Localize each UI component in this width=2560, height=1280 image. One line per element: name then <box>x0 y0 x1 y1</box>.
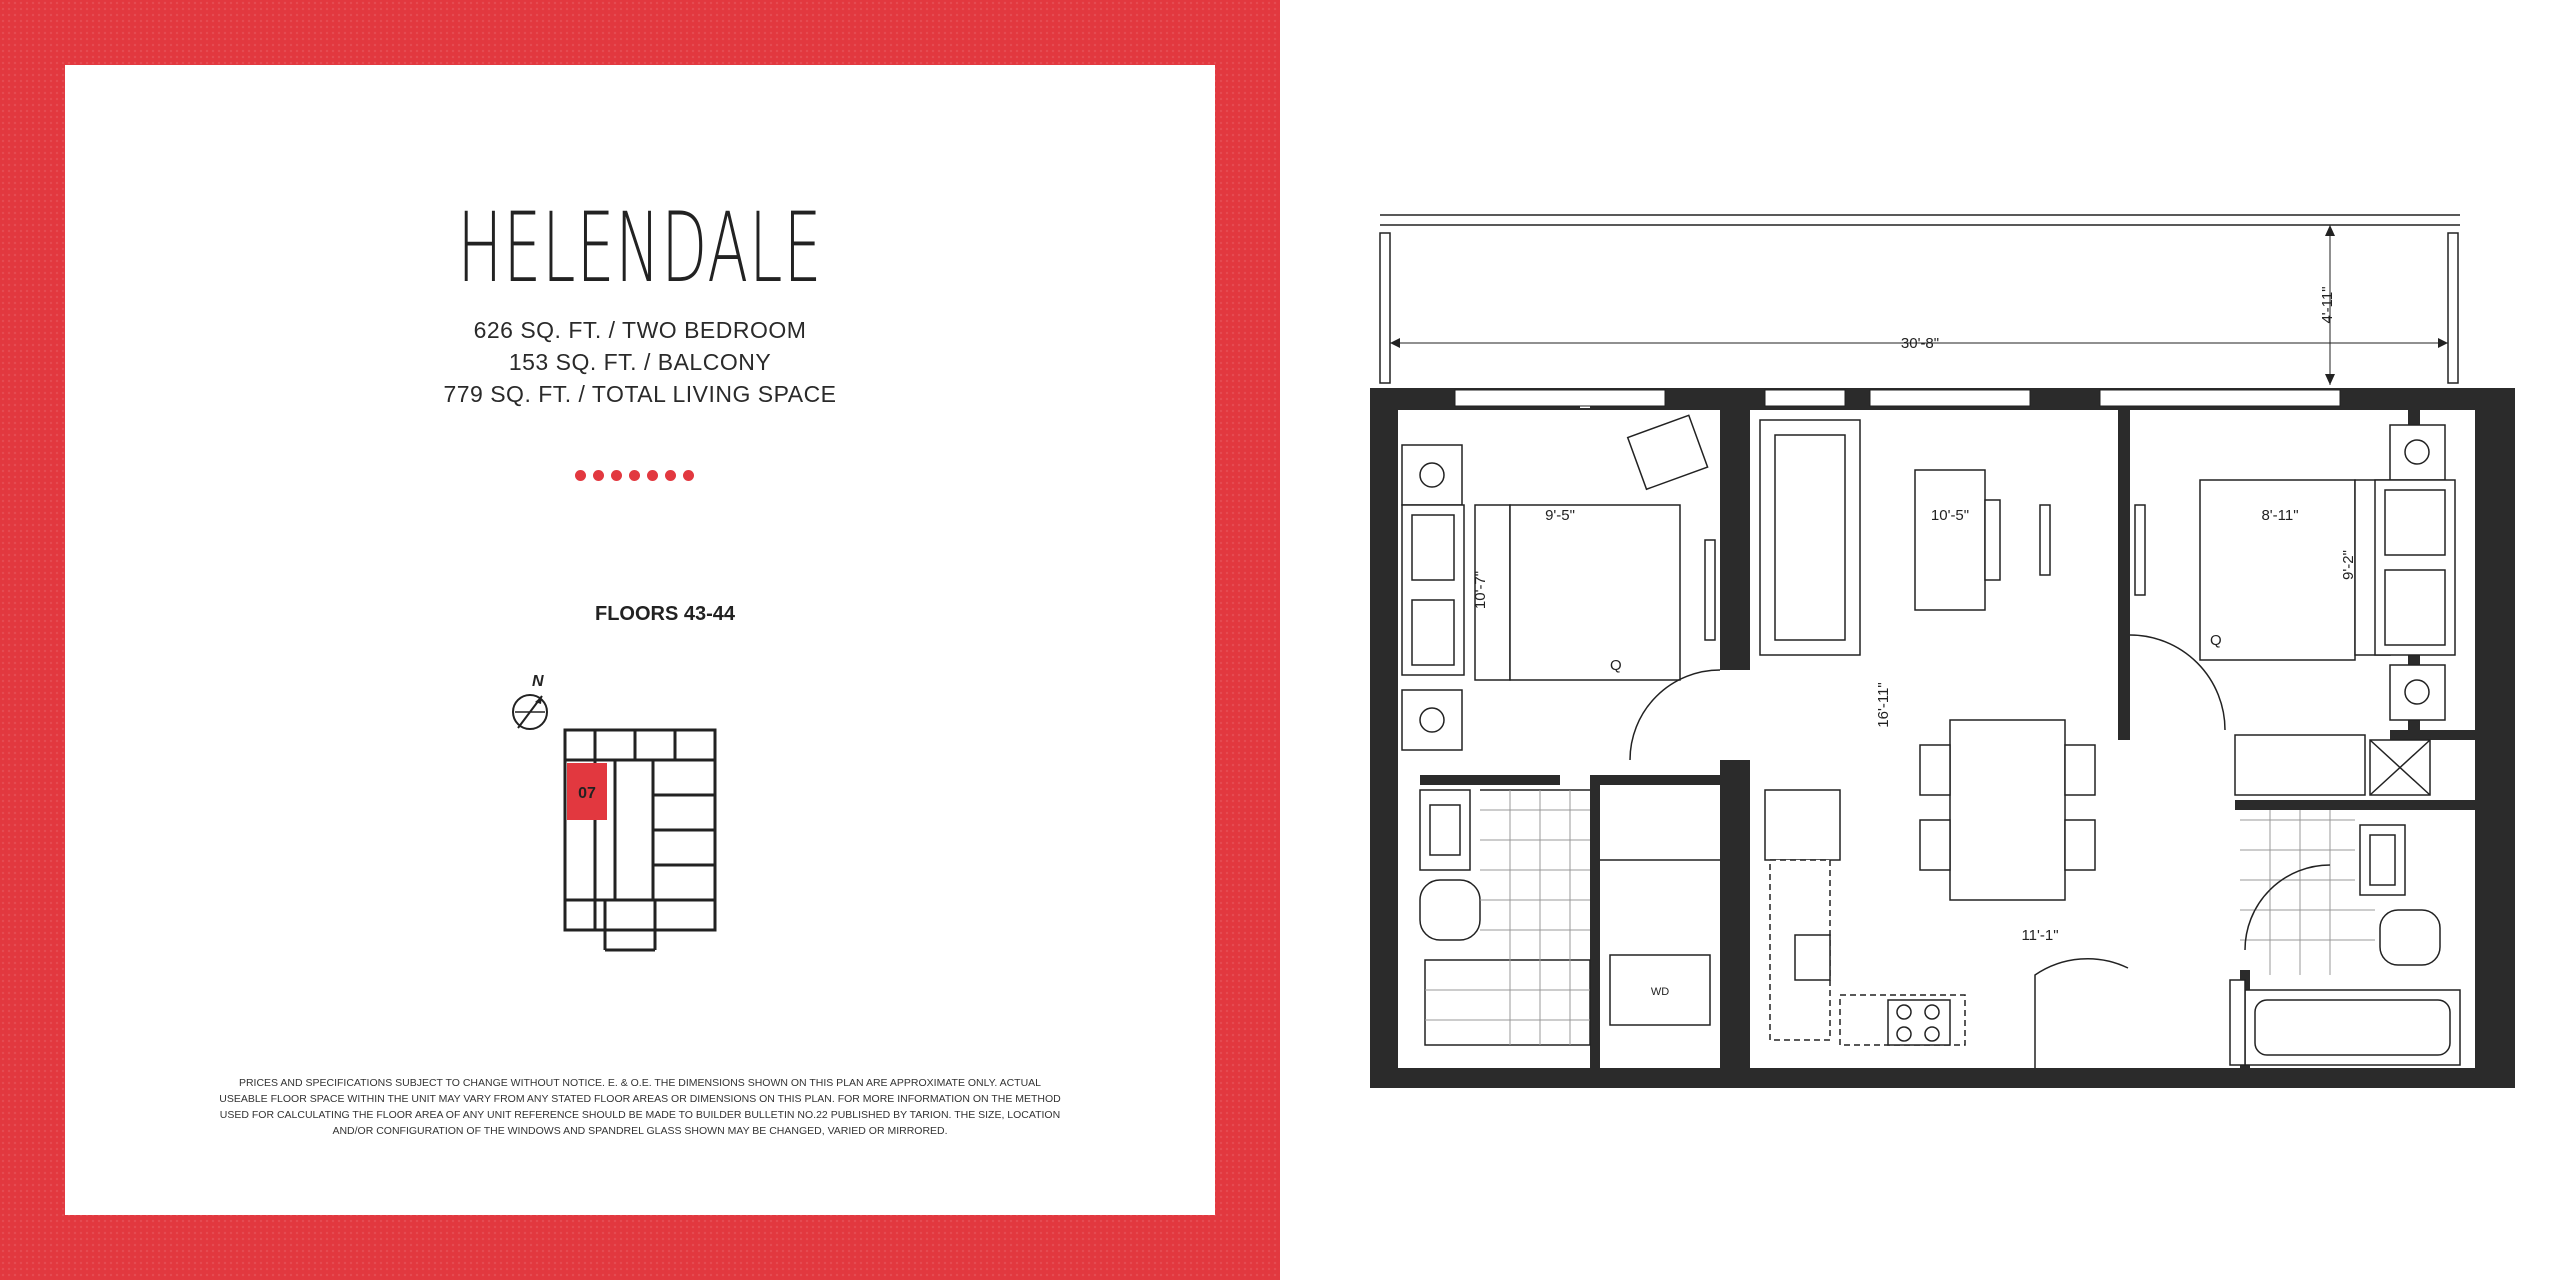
bathroom-2-door <box>2245 865 2330 950</box>
laundry <box>1600 860 1720 1025</box>
divider-dots <box>575 470 694 481</box>
bedroom-1-length-dim: 10'-7" <box>1472 570 1489 610</box>
disclaimer-text: PRICES AND SPECIFICATIONS SUBJECT TO CHANGE WITHOUT NOTICE. E. & O.E. THE DIMENSIONS SHOWN ON THIS PLAN ARE APPROXIMATE ONLY. ACTUAL USEABLE FLOOR SPACE WITHIN THE UNIT MAY VARY FROM ANY STATED FLOOR AREAS OR DIMENSIONS ON THIS PLAN. FOR MORE INFORMATION ON THE METHOD USED FOR CALCULATING THE FLOOR AREA OF ANY UNIT REFERENCE SHOULD BE MADE TO BUILDER BULLETIN NO.22 PUBLISHED BY TARION. THE SIZE, LOCATION AND/OR CONFIGURATION OF THE WINDOWS AND SPANDREL GLASS SHOWN MAY BE CHANGED, VARIED OR MIRRORED. <box>219 1077 1061 1137</box>
spec-line-balcony: 153 SQ. FT. / BALCONY <box>508 349 772 375</box>
bed-size-q-1: Q <box>1610 657 1622 674</box>
washer-dryer-label: WD <box>1650 986 1670 998</box>
dot <box>665 470 676 481</box>
bed-size-q-2: Q <box>2210 632 2222 649</box>
dot <box>647 470 658 481</box>
dot <box>611 470 622 481</box>
bathroom-2 <box>2230 825 2460 1065</box>
north-label: N <box>532 673 544 690</box>
bedroom-1-door <box>1630 670 1720 760</box>
living-width-dim: 10'-5" <box>1930 507 1970 524</box>
bedroom-2-furniture <box>2135 425 2455 795</box>
floors-label: FLOORS 43-44 <box>595 603 736 625</box>
entry-door <box>2035 959 2128 1068</box>
dot <box>593 470 604 481</box>
balcony-width-dim: 30'-8" <box>1900 335 1940 352</box>
floor-plan <box>1280 0 2560 1280</box>
info-card <box>65 65 1215 1215</box>
bathroom-1 <box>1420 790 1590 1045</box>
north-arrow-icon <box>513 673 547 729</box>
dot <box>629 470 640 481</box>
windows <box>1455 390 2340 406</box>
living-length-dim: 16'-11" <box>1875 682 1892 728</box>
unit-title: HELENDALE <box>457 192 823 304</box>
dot <box>575 470 586 481</box>
balcony <box>1380 215 2460 385</box>
balcony-depth-dim: 4'-11" <box>2319 286 2336 324</box>
bedroom-1-width-dim: 9'-5" <box>1545 507 1575 524</box>
kitchen-length-dim: 11'-1" <box>2021 927 2059 944</box>
key-plan <box>505 600 735 960</box>
dot <box>683 470 694 481</box>
bedroom-2-length-dim: 9'-2" <box>2340 550 2357 580</box>
unit-number: 07 <box>578 785 596 802</box>
spec-line-area: 626 SQ. FT. / TWO BEDROOM <box>473 317 807 343</box>
bathroom-2-tiles <box>2240 810 2375 975</box>
bedroom-2-width-dim: 8'-11" <box>2261 507 2299 524</box>
spec-line-total: 779 SQ. FT. / TOTAL LIVING SPACE <box>443 381 837 407</box>
bedroom-1-furniture <box>1402 415 1715 750</box>
